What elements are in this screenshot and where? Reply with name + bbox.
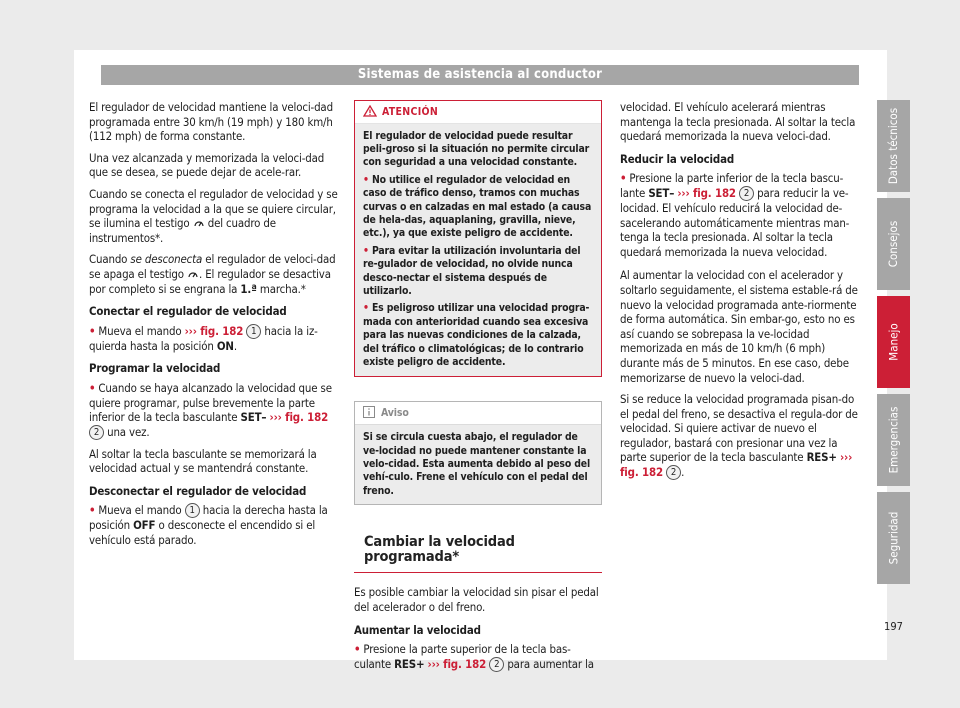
position-label: ON xyxy=(216,338,234,353)
text: hacia la derecha hasta la posición xyxy=(89,503,328,533)
bullet-icon: • xyxy=(363,302,372,315)
text: del cuadro de instrumentos*. xyxy=(89,216,276,245)
column-3 xyxy=(620,100,860,487)
bullet-icon: • xyxy=(89,323,96,338)
paragraph: Al aumentar la velocidad con el acelerador y soltarlo seguidamente, el sistema estable-rá de nuevo la velocidad programada ante-riormente de forma automática. Sin embar-go, esto no es así cuando se sobrepasa la ve-locidad memorizada en más de 10 km/h (6 mph) durante más de 5 minutos. En ese caso, debe memorizarse de nuevo la veloci-dad. xyxy=(620,268,858,385)
subheading: Conectar el regulador de velocidad xyxy=(89,304,287,319)
note-title: Aviso xyxy=(381,406,409,419)
bullet-item xyxy=(89,503,340,547)
note-body: Si se circula cuesta abajo, el regulador de ve-locidad no puede mantener constante la velo-cidad. Esta aumenta debido al peso del vehí-culo. Frene el vehículo con el pedal del freno. xyxy=(355,425,601,504)
tab-consejos[interactable] xyxy=(877,198,910,290)
warning-item xyxy=(363,302,593,369)
text: Si se reduce la velocidad programada pisan-do el pedal del freno, se desactiva el regula-dor de velocidad. Si quiere activar de nuevo el regulador, bastará con presionar una vez la parte superior de la tecla basculante xyxy=(620,392,858,465)
text: una vez. xyxy=(107,424,150,439)
text: Cuando se conecta el regulador de velocidad y se programa la velocidad a la que se quiere circular, se ilumina el testigo xyxy=(89,186,338,231)
key-label: SET– xyxy=(648,185,675,200)
callout-number: 2 xyxy=(489,657,504,672)
warning-item xyxy=(363,245,593,299)
subheading: Desconectar el regulador de velocidad xyxy=(89,483,307,498)
tab-label: Datos técnicos xyxy=(886,107,901,185)
page-header: Sistemas de asistencia al conductor xyxy=(101,65,859,85)
warning-item xyxy=(363,174,593,241)
column-2 xyxy=(354,100,602,679)
tab-emergencias[interactable] xyxy=(877,394,910,486)
callout-number: 1 xyxy=(185,503,200,518)
text: Mueva el mando xyxy=(98,323,182,338)
text: Presione la parte inferior de la tecla bascu-lante xyxy=(620,171,844,200)
bullet-icon: • xyxy=(89,380,96,395)
text: . xyxy=(233,338,237,353)
tab-seguridad[interactable] xyxy=(877,492,910,584)
bullet-icon: • xyxy=(620,171,627,186)
text: para aumentar la xyxy=(507,656,594,671)
cruise-control-icon xyxy=(187,269,199,279)
text: el regulador de veloci-dad se apaga el testigo xyxy=(89,252,336,281)
text: Mueva el mando xyxy=(98,503,182,518)
note-box xyxy=(354,401,602,506)
tab-datos-tecnicos[interactable] xyxy=(877,100,910,192)
callout-number: 2 xyxy=(89,425,104,440)
callout-number: 1 xyxy=(246,324,261,339)
cruise-control-icon xyxy=(193,218,205,228)
paragraph: Al soltar la tecla basculante se memorizará la velocidad actual y se mantendrá constante. xyxy=(89,446,317,476)
bullet-item xyxy=(89,381,340,440)
key-label: RES+ xyxy=(394,656,425,671)
info-icon xyxy=(363,406,375,418)
text: Cuando xyxy=(89,252,128,267)
warning-body xyxy=(355,124,601,376)
bullet-icon: • xyxy=(354,642,361,657)
warning-title: ATENCIÓN xyxy=(382,106,439,118)
bullet-icon: • xyxy=(89,503,96,518)
bullet-icon: • xyxy=(363,173,372,186)
text: Para evitar la utilización involuntaria del re-gulador de velocidad, no olvide nunca desco-nectar el sistema después de utilizarlo. xyxy=(363,244,581,298)
page-number: 197 xyxy=(884,620,903,633)
subheading: Reducir la velocidad xyxy=(620,151,735,166)
gear-label: 1.ª xyxy=(240,281,257,296)
paragraph: velocidad. El vehículo acelerará mientras mantenga la tecla presionada. Al soltar la tecla quedará memorizada la nueva veloci-dad. xyxy=(620,100,856,144)
subheading: Aumentar la velocidad xyxy=(354,622,481,637)
emphasis: se desconecta xyxy=(130,252,203,267)
figure-link[interactable]: ››› fig. 182 xyxy=(184,323,244,338)
tab-label: Seguridad xyxy=(886,511,901,565)
figure-link[interactable]: ››› fig. 182 xyxy=(269,410,329,425)
bullet-icon: • xyxy=(363,244,372,257)
key-label: RES+ xyxy=(806,450,837,465)
text: No utilice el regulador de velocidad en caso de tráfico denso, tramos con muchas curvas o en calzadas en mal estado (a causa de hela-das, aquaplaning, gravilla, nieve, etc.), ya que existe peligro de accidente. xyxy=(363,173,592,240)
text: Es peligroso utilizar una velocidad progra-mada con anterioridad cuando sea excesiva para las nuevas condiciones de la calzada, del tráfico o climatológicas; de lo contrario existe peligro de accidente. xyxy=(363,302,590,369)
text: marcha.* xyxy=(259,281,306,296)
paragraph xyxy=(89,187,340,245)
key-label: SET– xyxy=(240,410,267,425)
warning-header xyxy=(355,101,601,124)
bullet-item xyxy=(354,642,602,672)
paragraph: Es posible cambiar la velocidad sin pisar el pedal del acelerador o del freno. xyxy=(354,585,599,614)
figure-link[interactable]: ››› fig. 182 xyxy=(620,450,853,480)
bullet-item xyxy=(620,171,860,259)
text: o desconecte el encendido si el vehículo está parado. xyxy=(89,518,316,548)
section-title: Cambiar la velocidad programada* xyxy=(354,535,602,573)
subheading: Programar la velocidad xyxy=(89,361,221,376)
tab-label: Emergencias xyxy=(886,406,901,474)
paragraph: El regulador de velocidad mantiene la veloci-dad programada entre 30 km/h (19 mph) y 180 km/h (112 mph) de forma constante. xyxy=(89,100,333,144)
bullet-item xyxy=(89,324,340,354)
paragraph xyxy=(89,252,340,296)
text: . El regulador se desactiva por completo si se engrana la xyxy=(89,266,331,296)
text: hacia la iz-quierda hasta la posición xyxy=(89,323,318,353)
warning-box xyxy=(354,100,602,377)
paragraph xyxy=(620,392,860,480)
paragraph: Una vez alcanzada y memorizada la veloci-dad que se desea, se puede dejar de acele-rar. xyxy=(89,150,325,180)
text: Presione la parte superior de la tecla bas-culante xyxy=(354,642,571,671)
text: Cuando se haya alcanzado la velocidad que se quiere programar, pulse brevemente la parte inferior de la tecla basculante xyxy=(89,380,332,425)
warning-triangle-icon xyxy=(363,105,377,117)
column-1 xyxy=(89,100,340,555)
text: para reducir la ve-locidad. El vehículo reducirá la velocidad de-sacelerando automáticamente mientras man-tenga la tecla presionada. Al soltar la tecla quedará memorizada la nueva velocidad. xyxy=(620,185,850,259)
figure-link[interactable]: ››› fig. 182 xyxy=(427,656,487,671)
figure-link[interactable]: ››› fig. 182 xyxy=(677,185,736,200)
callout-number: 2 xyxy=(739,186,754,201)
callout-number: 2 xyxy=(666,465,681,480)
text: . xyxy=(681,465,685,480)
warning-intro: El regulador de velocidad puede resultar peli-groso si la situación no permite circular con seguridad a una velocidad constante. xyxy=(363,129,590,169)
note-header xyxy=(355,402,601,426)
position-label: OFF xyxy=(133,518,156,533)
tab-manejo[interactable] xyxy=(877,296,910,388)
tab-label: Manejo xyxy=(886,323,901,361)
tab-label: Consejos xyxy=(886,220,901,268)
